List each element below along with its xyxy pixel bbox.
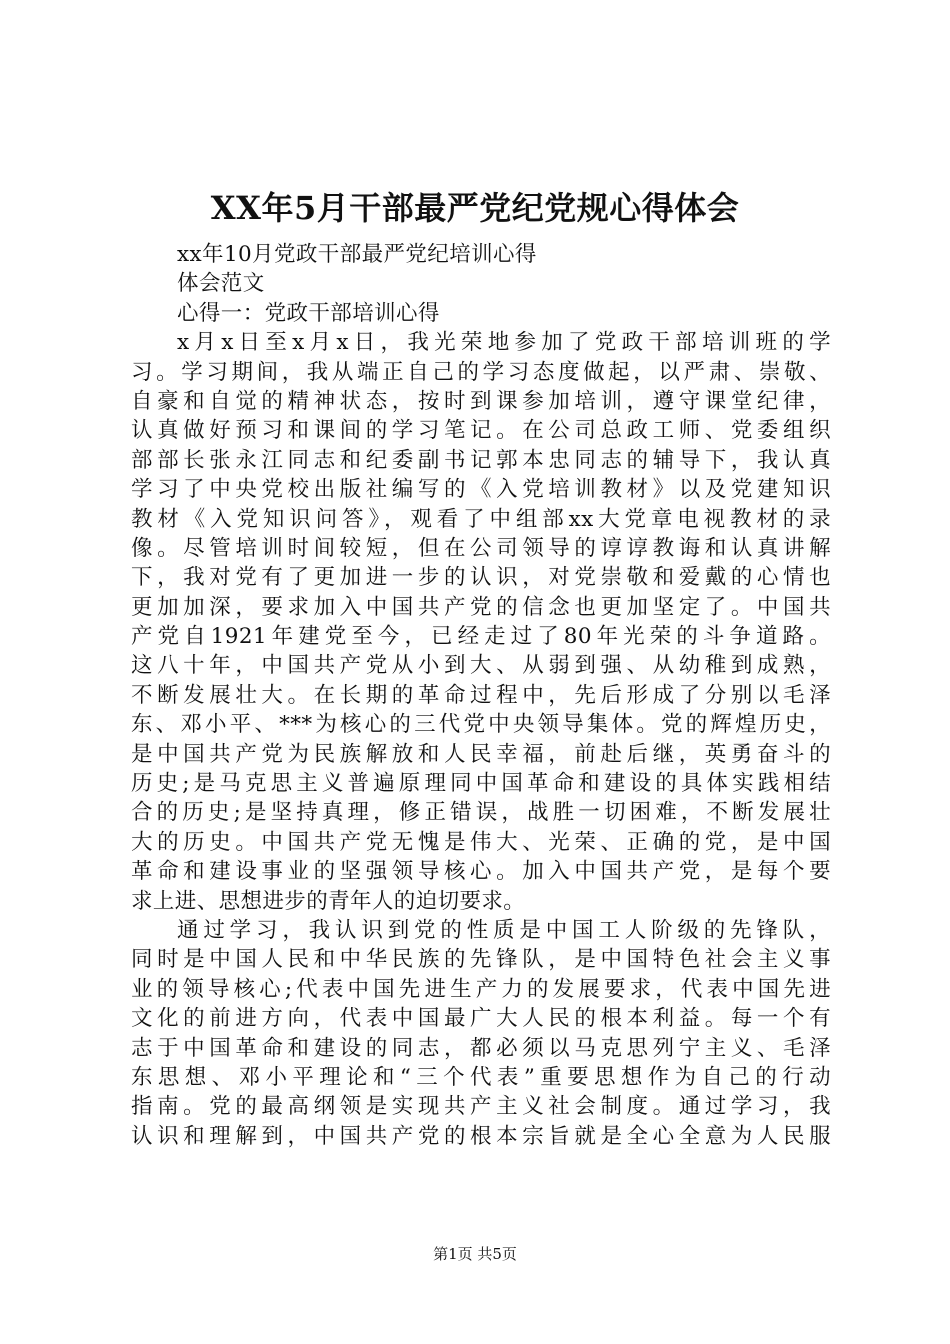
body-line: 大的历史。中国共产党无愧是伟大、光荣、正确的党，是中国 [131,829,831,855]
body-line: 求上进、思想进步的青年人的迫切要求。 [131,888,526,914]
body-line: 认真做好预习和课间的学习笔记。在公司总政工师、党委组织 [131,418,831,444]
body-line: 这八十年，中国共产党从小到大、从弱到强、从幼稚到成熟， [131,653,831,679]
body-line: 业的领导核心;代表中国先进生产力的发展要求，代表中国先进 [131,976,831,1002]
body-line: 更加加深，要求加入中国共产党的信念也更加坚定了。中国共 [131,594,831,620]
body-line: xx年10月党政干部最严党纪培训心得 [177,242,537,267]
document-body [131,240,831,1151]
body-line: 部部长张永江同志和纪委副书记郭本忠同志的辅导下，我认真 [131,447,831,473]
body-line: 志于中国革命和建设的同志，都必须以马克思列宁主义、毛泽 [131,1035,831,1061]
body-line: x月x日至x月x日，我光荣地参加了党政干部培训班的学 [177,330,831,356]
body-line: 是中国共产党为民族解放和人民幸福，前赴后继，英勇奋斗的 [131,741,831,767]
body-line: 像。尽管培训时间较短，但在公司领导的谆谆教诲和认真讲解 [131,535,831,561]
body-line: 产党自1921年建党至今，已经走过了80年光荣的斗争道路。 [131,624,831,650]
body-line: 合的历史;是坚持真理，修正错误，战胜一切困难，不断发展壮 [131,800,831,826]
body-line: 东思想、邓小平理论和“三个代表”重要思想作为自己的行动 [131,1064,831,1090]
body-line: 习。学习期间，我从端正自己的学习态度做起，以严肃、崇敬、 [131,359,831,385]
body-line: 历史;是马克思主义普遍原理同中国革命和建设的具体实践相结 [131,771,831,797]
body-line: 学习了中央党校出版社编写的《入党培训教材》以及党建知识 [131,477,831,503]
body-line: 东、邓小平、***为核心的三代党中央领导集体。党的辉煌历史， [131,712,831,738]
body-line: 教材《入党知识问答》，观看了中组部xx大党章电视教材的录 [131,506,831,532]
body-line: 革命和建设事业的坚强领导核心。加入中国共产党，是每个要 [131,859,831,885]
body-line: 心得一：党政干部培训心得 [177,300,440,326]
body-line: 不断发展壮大。在长期的革命过程中，先后形成了分别以毛泽 [131,682,831,708]
body-line: 同时是中国人民和中华民族的先锋队，是中国特色社会主义事 [131,947,831,973]
body-line: 下，我对党有了更加进一步的认识，对党崇敬和爱戴的心情也 [131,565,831,591]
body-line: 自豪和自觉的精神状态，按时到课参加培训，遵守课堂纪律， [131,388,831,414]
body-line: 文化的前进方向，代表中国最广大人民的根本利益。每一个有 [131,1006,831,1032]
body-line: 体会范文 [177,271,265,297]
body-line: 通过学习，我认识到党的性质是中国工人阶级的先锋队， [177,917,831,943]
body-line: 认识和理解到，中国共产党的根本宗旨就是全心全意为人民服 [131,1123,831,1149]
document-title: XX年5月干部最严党纪党规心得体会 [210,189,740,227]
body-line: 指南。党的最高纲领是实现共产主义社会制度。通过学习，我 [131,1094,831,1120]
page-indicator: 第1页 共5页 [433,1245,517,1263]
